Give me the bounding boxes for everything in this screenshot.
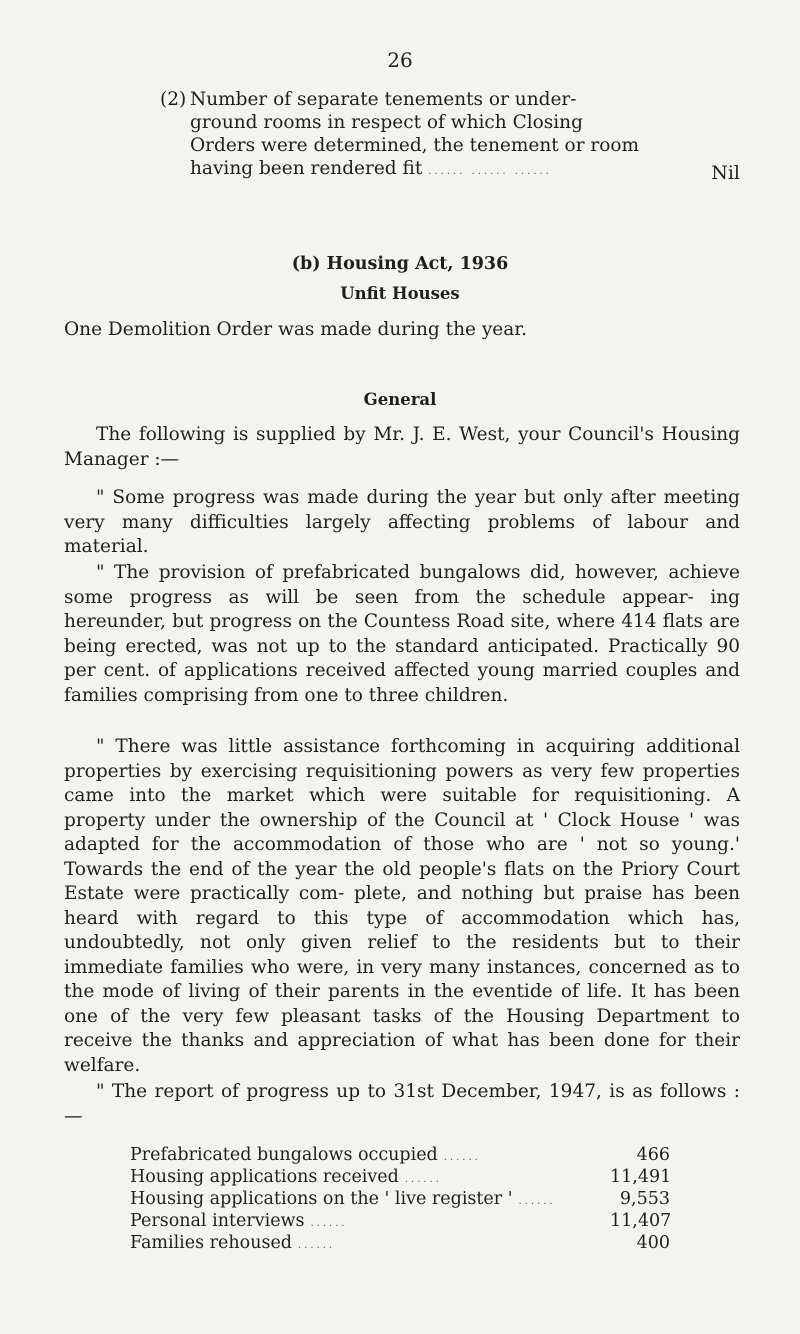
report-label: Housing applications on the ' live register '	[130, 1189, 513, 1209]
page-number: 26	[387, 48, 413, 72]
leader-dots: ......	[310, 1218, 348, 1229]
report-label: Personal interviews	[130, 1211, 305, 1231]
quote-paragraph-1: " Some progress was made during the year but only after meeting very many difficulties largely affecting problems of labour and material.	[64, 487, 740, 557]
leader-dots: ......	[443, 1152, 481, 1163]
progress-report-table	[130, 1144, 670, 1254]
report-label: Families rehoused	[130, 1233, 293, 1253]
item-line: Number of separate tenements or under-	[190, 89, 577, 110]
item-text	[190, 88, 640, 183]
quote-paragraph-4: " The report of progress up to 31st December, 1947, is as follows : —	[64, 1081, 740, 1127]
demolition-paragraph: One Demolition Order was made during the year.	[64, 319, 527, 340]
leader-dots: ...... ...... ......	[428, 166, 552, 177]
leader-dots: ......	[298, 1240, 336, 1251]
section-heading-general: General	[363, 390, 437, 409]
report-row	[130, 1144, 670, 1166]
report-value: 11,407	[610, 1211, 672, 1231]
quote-paragraph-3: " There was little assistance forthcoming in acquiring additional properties by exercising requisitioning powers as very few properties came into the market which were suitable for requisitioning. A property under the ownership of the Council at ' Clock House ' was adapted for the accommodation of those who are ' not so young.' Towards the end of the year the old people's flats on the Priory Court Estate were practically com- plete, and nothing but praise has been heard with regard to this type of accommodation which has, undoubtedly, not only given relief to the residents but to their immediate families who were, in very many instances, concerned as to the mode of living of their parents in the eventide of life. It has been one of the very few pleasant tasks of the Housing Department to receive the thanks and appreciation of what has been done for their welfare.	[64, 736, 740, 1076]
closing-orders-item	[160, 88, 740, 183]
section-subheading-unfit-houses: Unfit Houses	[340, 284, 460, 303]
item-line: having been rendered fit	[190, 158, 423, 179]
report-value: 11,491	[610, 1167, 672, 1187]
leader-dots: ......	[404, 1174, 442, 1185]
report-row	[130, 1188, 670, 1210]
report-value: 466	[636, 1145, 670, 1165]
item-line: ground rooms in respect of which Closing	[190, 112, 583, 133]
leader-dots: ......	[518, 1196, 556, 1207]
item-line: Orders were determined, the tenement or room	[190, 135, 640, 156]
item-number: (2)	[160, 89, 187, 110]
intro-paragraph: The following is supplied by Mr. J. E. West, your Council's Housing Manager :—	[64, 424, 740, 470]
report-row	[130, 1232, 670, 1254]
quote-paragraph-2: " The provision of prefabricated bungalows did, however, achieve some progress as will be seen from the schedule appear- ing hereunder, but progress on the Countess Road site, where 414 flats are being erected, was not up to the standard anticipated. Practically 90 per cent. of applications received affected young married couples and families comprising from one to three children.	[64, 562, 740, 706]
section-heading-housing-act: (b) Housing Act, 1936	[291, 254, 509, 274]
item-value: Nil	[711, 162, 740, 184]
report-label: Prefabricated bungalows occupied	[130, 1145, 438, 1165]
report-value: 400	[636, 1233, 670, 1253]
report-value: 9,553	[619, 1189, 670, 1209]
report-row	[130, 1210, 670, 1232]
report-row	[130, 1166, 670, 1188]
item-line-leader	[190, 157, 620, 183]
report-label: Housing applications received	[130, 1167, 399, 1187]
